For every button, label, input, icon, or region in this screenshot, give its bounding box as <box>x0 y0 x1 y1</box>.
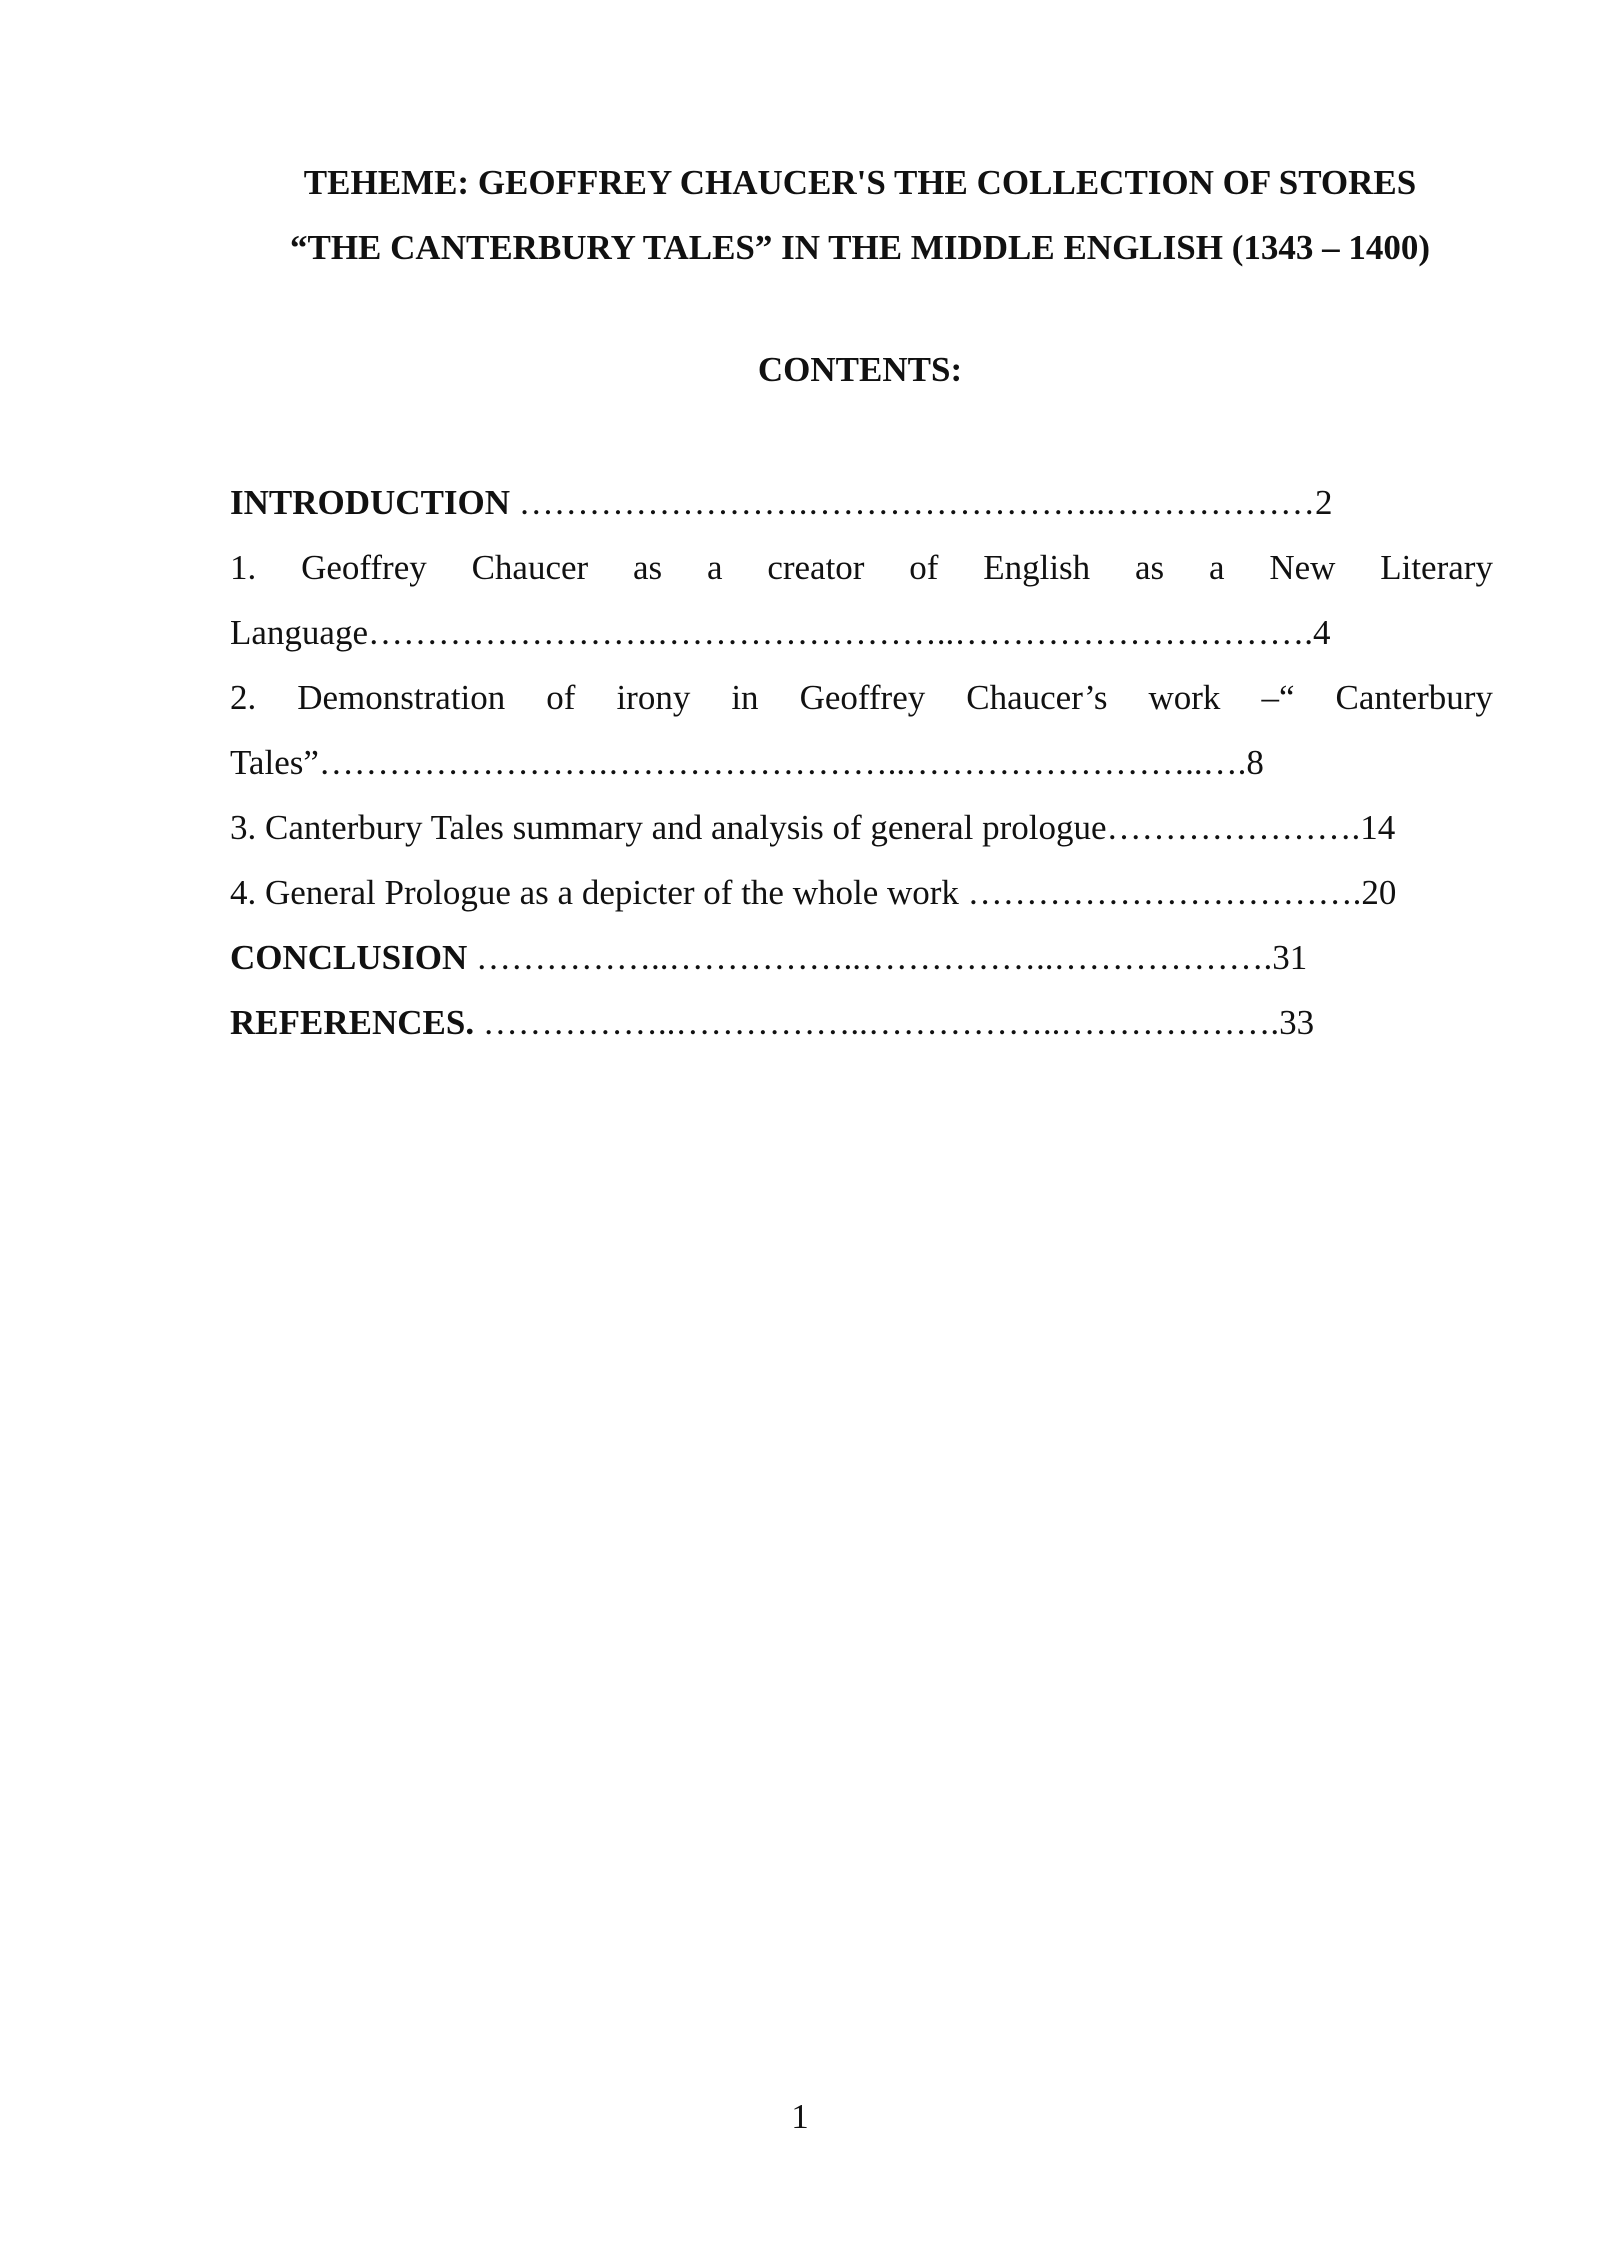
toc-references-leader: ……………..……………..……………..……………….33 <box>474 1003 1315 1042</box>
toc-word: Geoffrey <box>301 548 427 587</box>
toc-entry-conclusion <box>230 925 1493 990</box>
toc-word: as <box>1135 548 1165 587</box>
toc-word: Chaucer <box>471 548 589 587</box>
toc-word: Canterbury <box>1335 678 1493 717</box>
toc-word: irony <box>616 678 691 717</box>
toc-word: –“ <box>1261 678 1295 717</box>
toc-word: a <box>1208 548 1225 587</box>
toc-word: in <box>731 678 759 717</box>
toc-entry-4: 4. General Prologue as a depicter of the whole work …………………………….20 <box>230 873 1397 912</box>
toc-entry-1-line-1 <box>230 535 1493 600</box>
toc-introduction-label: INTRODUCTION <box>230 483 511 522</box>
toc-conclusion-label: CONCLUSION <box>230 938 468 977</box>
toc-entry-2-line-2: Tales”…………………….……………………..……………………..….8 <box>230 743 1264 782</box>
toc-introduction-leader: …………………….……………………..………………2 <box>510 483 1333 522</box>
toc-word: a <box>706 548 723 587</box>
toc-word: work <box>1148 678 1221 717</box>
document-title <box>230 150 1490 280</box>
toc-references-label: REFERENCES. <box>230 1003 475 1042</box>
toc-entry-introduction <box>230 470 1493 535</box>
toc-entry-references <box>230 990 1493 1055</box>
toc-word: Chaucer’s <box>966 678 1108 717</box>
title-line-1: TEHEME: GEOFFREY CHAUCER'S THE COLLECTION OF STORES <box>303 163 1417 202</box>
toc-word: New <box>1269 548 1336 587</box>
contents-heading: CONTENTS: <box>757 350 963 389</box>
toc-entry-2-line-1 <box>230 665 1493 730</box>
title-line-2: “THE CANTERBURY TALES” IN THE MIDDLE ENGLISH (1343 – 1400) <box>289 228 1431 267</box>
toc-entry-1-line-2: Language…………………….……………………..………………………….4 <box>230 613 1331 652</box>
toc-word: Demonstration <box>297 678 506 717</box>
toc-word: English <box>983 548 1091 587</box>
table-of-contents <box>230 470 1493 1055</box>
toc-word: of <box>909 548 939 587</box>
toc-word: 2. <box>230 678 257 717</box>
toc-word: creator <box>767 548 865 587</box>
toc-word: of <box>546 678 576 717</box>
toc-word: Literary <box>1380 548 1493 587</box>
page-number: 1 <box>791 2097 809 2136</box>
toc-word: 1. <box>230 548 257 587</box>
toc-entry-3: 3. Canterbury Tales summary and analysis of general prologue………………….14 <box>230 808 1396 847</box>
toc-word: Geoffrey <box>799 678 926 717</box>
toc-conclusion-leader: ……………..……………..……………..……………….31 <box>467 938 1308 977</box>
toc-word: as <box>632 548 663 587</box>
